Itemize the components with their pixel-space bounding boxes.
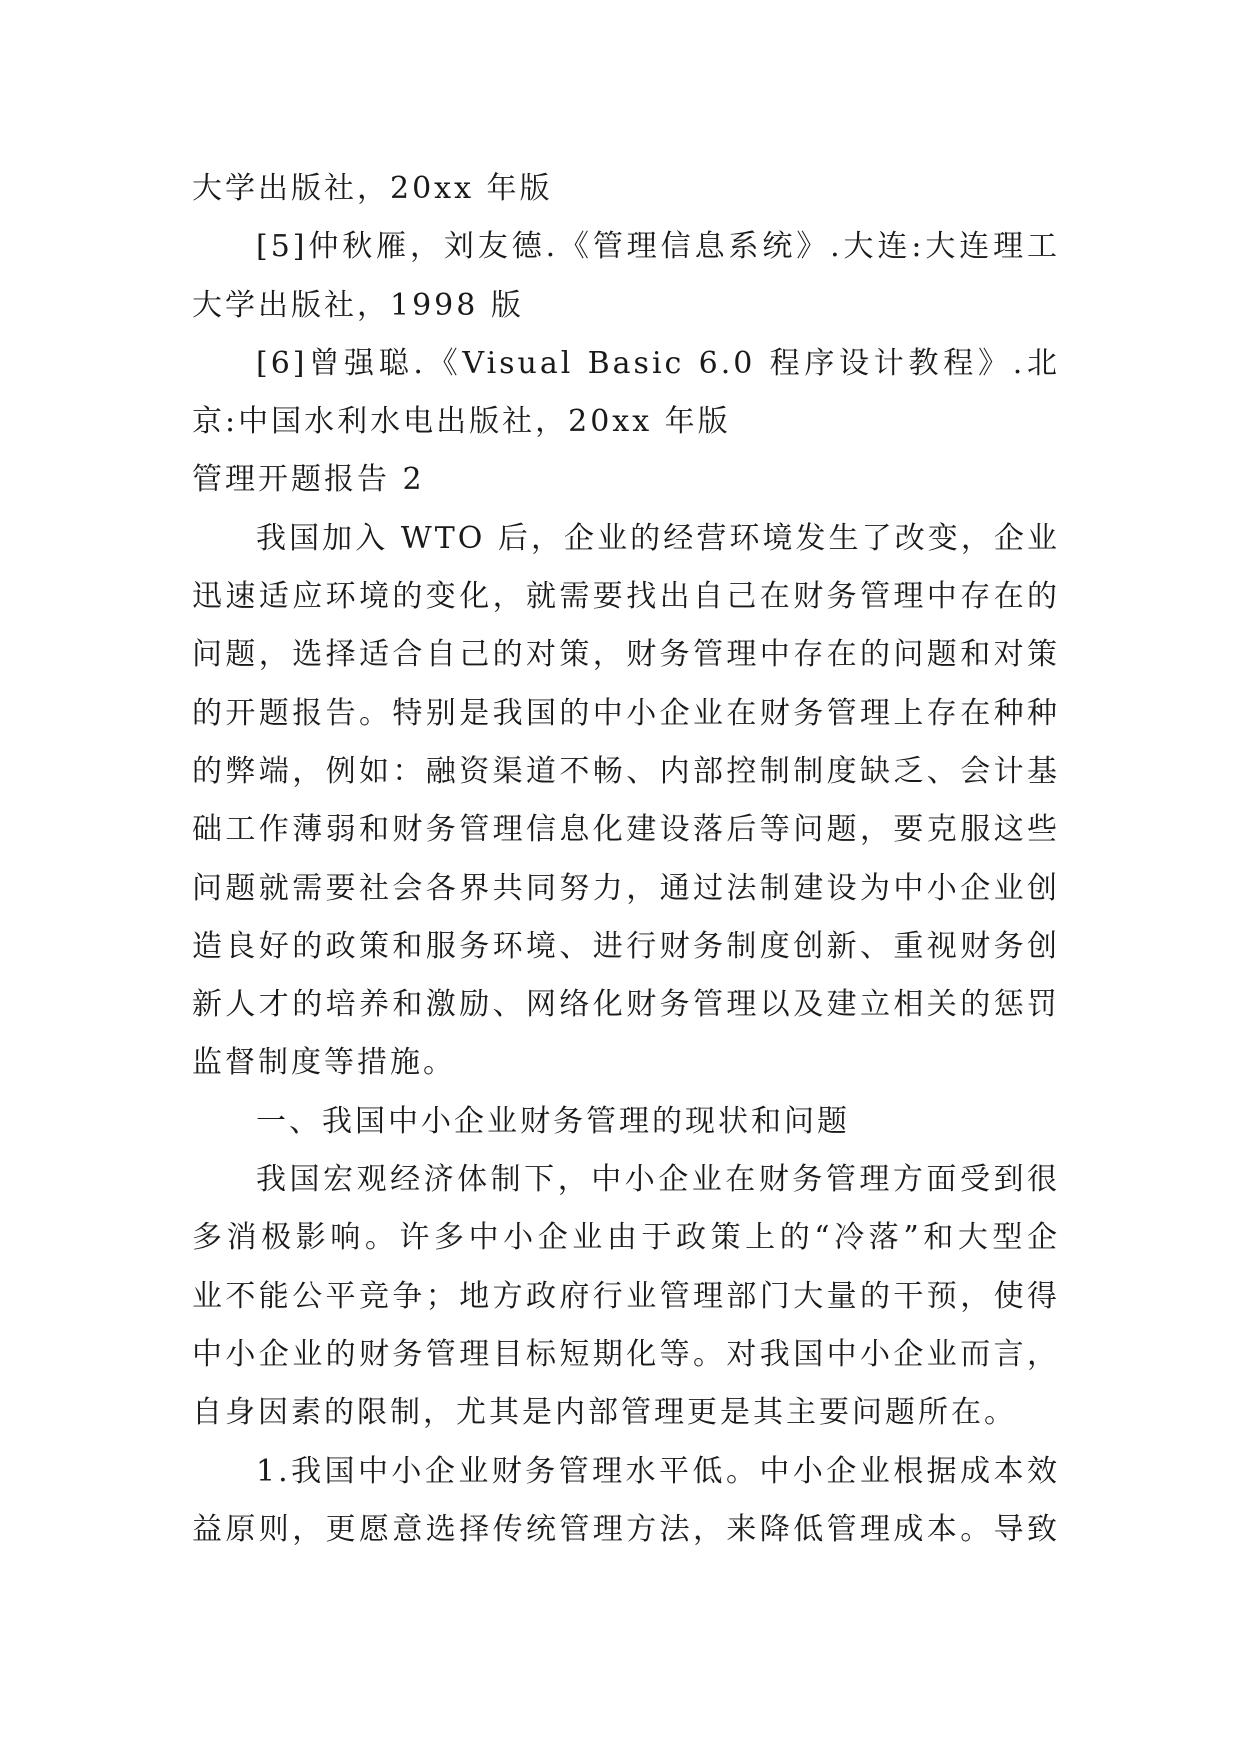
document-body: [192, 160, 1060, 1559]
text-line: 大学出版社，20xx 年版: [192, 171, 553, 206]
paragraph-line: 问题，选择适合自己的对策，财务管理中存在的问题和对策: [192, 637, 1060, 673]
paragraph-line: 多消极影响。许多中小企业由于政策上的“冷落”和大型企: [192, 1220, 1060, 1256]
text-line: 大学出版社，1998 版: [192, 287, 524, 323]
paragraph-line: 的开题报告。特别是我国的中小企业在财务管理上存在种种: [192, 695, 1060, 731]
section-heading: 管理开题报告 2: [192, 462, 425, 498]
paragraph-line: 迅速适应环境的变化，就需要找出自己在财务管理中存在的: [192, 579, 1060, 615]
paragraph-line: 我国宏观经济体制下，中小企业在财务管理方面受到很: [256, 1162, 1060, 1198]
paragraph-line: 造良好的政策和服务环境、进行财务制度创新、重视财务创: [192, 928, 1060, 964]
paragraph-line: 中小企业的财务管理目标短期化等。对我国中小企业而言，: [192, 1336, 1060, 1372]
subsection-heading: 一、我国中小企业财务管理的现状和问题: [256, 1103, 850, 1139]
paragraph-line: 监督制度等措施。: [192, 1045, 456, 1081]
text-line: 京:中国水利水电出版社，20xx 年版: [192, 404, 731, 440]
paragraph-line: 1.我国中小企业财务管理水平低。中小企业根据成本效: [256, 1453, 1060, 1489]
paragraph-line: 业不能公平竞争；地方政府行业管理部门大量的干预，使得: [192, 1278, 1060, 1314]
paragraph-line: 的弊端，例如：融资渠道不畅、内部控制制度缺乏、会计基: [192, 753, 1060, 789]
reference-line: [5]仲秋雁，刘友德.《管理信息系统》.大连:大连理工: [256, 229, 1060, 265]
paragraph-line: 础工作薄弱和财务管理信息化建设落后等问题，要克服这些: [192, 812, 1060, 848]
paragraph-line: 我国加入 WTO 后，企业的经营环境发生了改变，企业: [256, 520, 1060, 556]
paragraph-line: 益原则，更愿意选择传统管理方法，来降低管理成本。导致: [192, 1511, 1060, 1547]
paragraph-line: 问题就需要社会各界共同努力，通过法制建设为中小企业创: [192, 870, 1060, 906]
paragraph-line: 自身因素的限制，尤其是内部管理更是其主要问题所在。: [192, 1395, 1017, 1431]
reference-line: [6]曾强聪.《Visual Basic 6.0 程序设计教程》.北: [256, 345, 1060, 381]
paragraph-line: 新人才的培养和激励、网络化财务管理以及建立相关的惩罚: [192, 987, 1060, 1023]
